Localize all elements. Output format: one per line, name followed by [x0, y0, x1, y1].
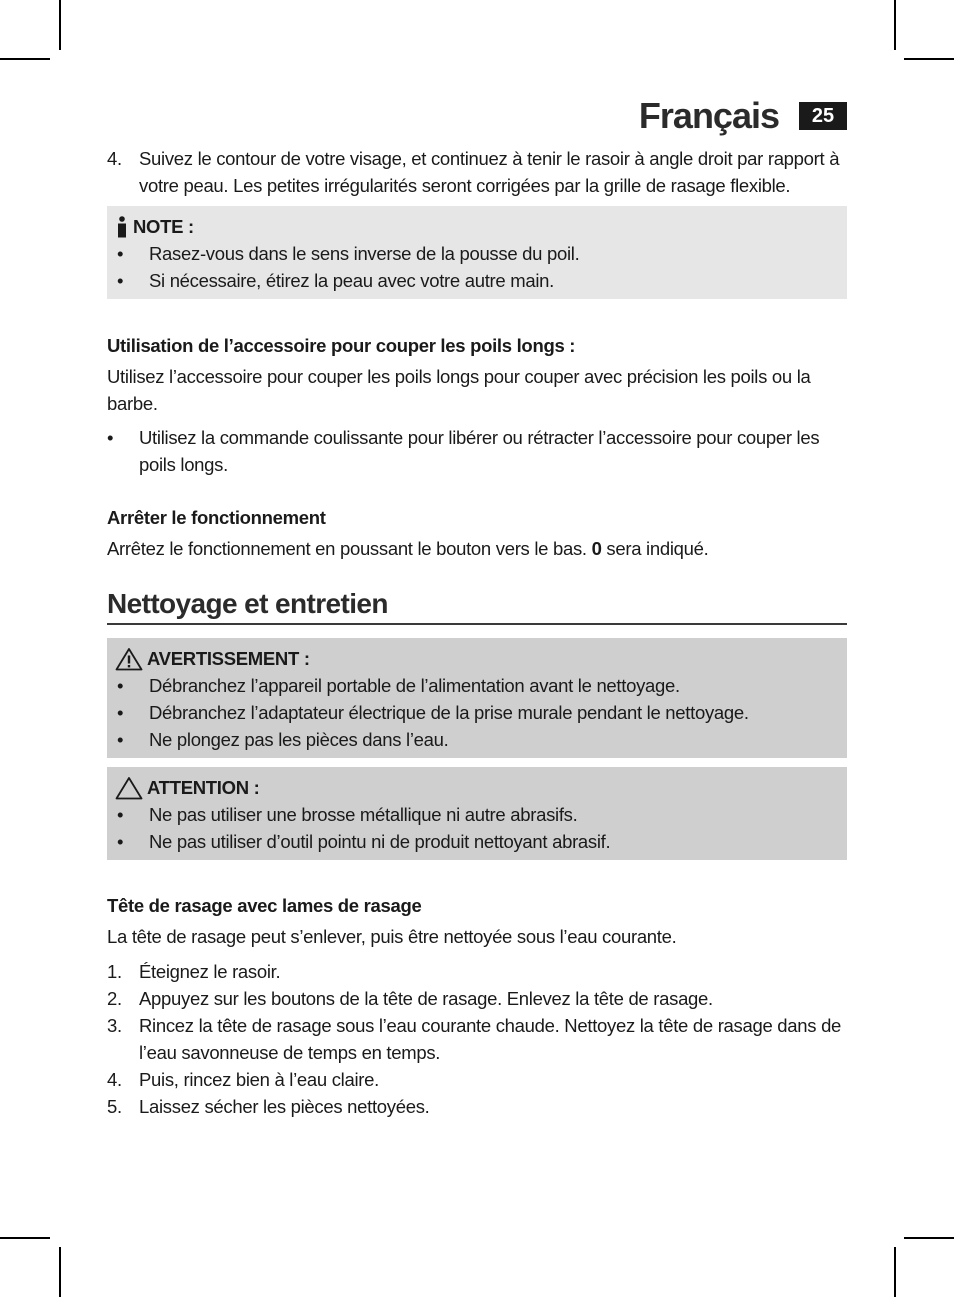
list-item [115, 699, 839, 726]
note-label: NOTE : [133, 216, 194, 237]
warning-header [115, 645, 839, 672]
warning-item-text: Débranchez l’appareil portable de l’alimentation avant le nettoyage. [149, 675, 680, 696]
step-text: Suivez le contour de votre visage, et continuez à tenir le rasoir à angle droit par rapport à votre peau. Les petites irrégularités seront corrigées par la grille de rasage flexible. [139, 148, 840, 196]
stop-text-part: Arrêtez le fonctionnement en poussant le bouton vers le bas. [107, 538, 592, 559]
bullet-dot: • [117, 243, 124, 264]
step-number: 5. [107, 1096, 122, 1117]
bullet-dot: • [107, 427, 114, 448]
stop-indicator: 0 [591, 538, 602, 559]
shaving-head-heading: Tête de rasage avec lames de rasage [107, 895, 422, 916]
list-item [115, 828, 839, 855]
note-item-text: Rasez-vous dans le sens inverse de la pousse du poil. [149, 243, 580, 264]
page-number-badge: 25 [799, 102, 847, 130]
list-item [107, 985, 847, 1012]
list-item [107, 424, 847, 478]
step-number: 1. [107, 961, 122, 982]
shaving-head-text: La tête de rasage peut s’enlever, puis être nettoyée sous l’eau courante. [107, 926, 677, 947]
page-header [639, 95, 847, 137]
attention-item-text: Ne pas utiliser une brosse métallique ni autre abrasifs. [149, 804, 578, 825]
long-hair-bullet-text: Utilisez la commande coulissante pour libérer ou rétracter l’accessoire pour couper les poils longs. [139, 427, 820, 475]
step-text: Rincez la tête de rasage sous l’eau courante chaude. Nettoyez la tête de rasage dans de l’eau savonneuse de temps en temps. [139, 1015, 842, 1063]
list-item [115, 672, 839, 699]
list-item [115, 240, 839, 267]
info-icon [115, 216, 129, 238]
list-item [107, 1066, 847, 1093]
crop-mark [59, 1247, 61, 1297]
list-item [107, 1093, 847, 1120]
shaving-head-steps [107, 958, 847, 1120]
warning-box [107, 638, 847, 758]
step-text: Appuyez sur les boutons de la tête de rasage. Enlevez la tête de rasage. [139, 988, 713, 1009]
warning-label: AVERTISSEMENT : [147, 648, 310, 669]
page-content [107, 145, 847, 1120]
language-title: Français [638, 95, 779, 136]
stop-heading: Arrêter le fonctionnement [107, 507, 326, 528]
note-item-text: Si nécessaire, étirez la peau avec votre autre main. [149, 270, 554, 291]
crop-mark [904, 58, 954, 60]
stop-text [107, 535, 847, 562]
step-number: 2. [107, 988, 122, 1009]
attention-item-text: Ne pas utiliser d’outil pointu ni de produit nettoyant abrasif. [149, 831, 611, 852]
step-number: 4. [107, 148, 122, 169]
warning-triangle-icon [115, 647, 143, 671]
list-item [107, 958, 847, 985]
step-number: 3. [107, 1015, 122, 1036]
crop-mark [0, 58, 50, 60]
bullet-dot: • [117, 270, 124, 291]
bullet-dot: • [117, 675, 124, 696]
intro-step [107, 145, 847, 199]
note-header [115, 213, 839, 240]
section-title: Nettoyage et entretien [107, 590, 847, 625]
bullet-dot: • [117, 831, 124, 852]
step-number: 4. [107, 1069, 122, 1090]
crop-mark [894, 1247, 896, 1297]
bullet-dot: • [117, 702, 124, 723]
long-hair-text: Utilisez l’accessoire pour couper les poils longs pour couper avec précision les poils ou la barbe. [107, 366, 811, 414]
long-hair-heading: Utilisation de l’accessoire pour couper les poils longs : [107, 335, 576, 356]
list-item [115, 267, 839, 294]
step-text: Laissez sécher les pièces nettoyées. [139, 1096, 430, 1117]
crop-mark [59, 0, 61, 50]
stop-text-part: sera indiqué. [601, 538, 709, 559]
attention-box [107, 767, 847, 860]
list-item [115, 801, 839, 828]
attention-header [115, 774, 839, 801]
attention-label: ATTENTION : [147, 777, 260, 798]
list-item [115, 726, 839, 753]
warning-triangle-icon [115, 776, 143, 800]
list-item [107, 1012, 847, 1066]
warning-item-text: Débranchez l’adaptateur électrique de la prise murale pendant le nettoyage. [149, 702, 749, 723]
warning-item-text: Ne plongez pas les pièces dans l’eau. [149, 729, 449, 750]
crop-mark [904, 1237, 954, 1239]
crop-mark [0, 1237, 50, 1239]
bullet-dot: • [117, 804, 124, 825]
step-text: Éteignez le rasoir. [139, 961, 281, 982]
step-text: Puis, rincez bien à l’eau claire. [139, 1069, 379, 1090]
bullet-dot: • [117, 729, 124, 750]
crop-mark [894, 0, 896, 50]
note-box [107, 206, 847, 299]
